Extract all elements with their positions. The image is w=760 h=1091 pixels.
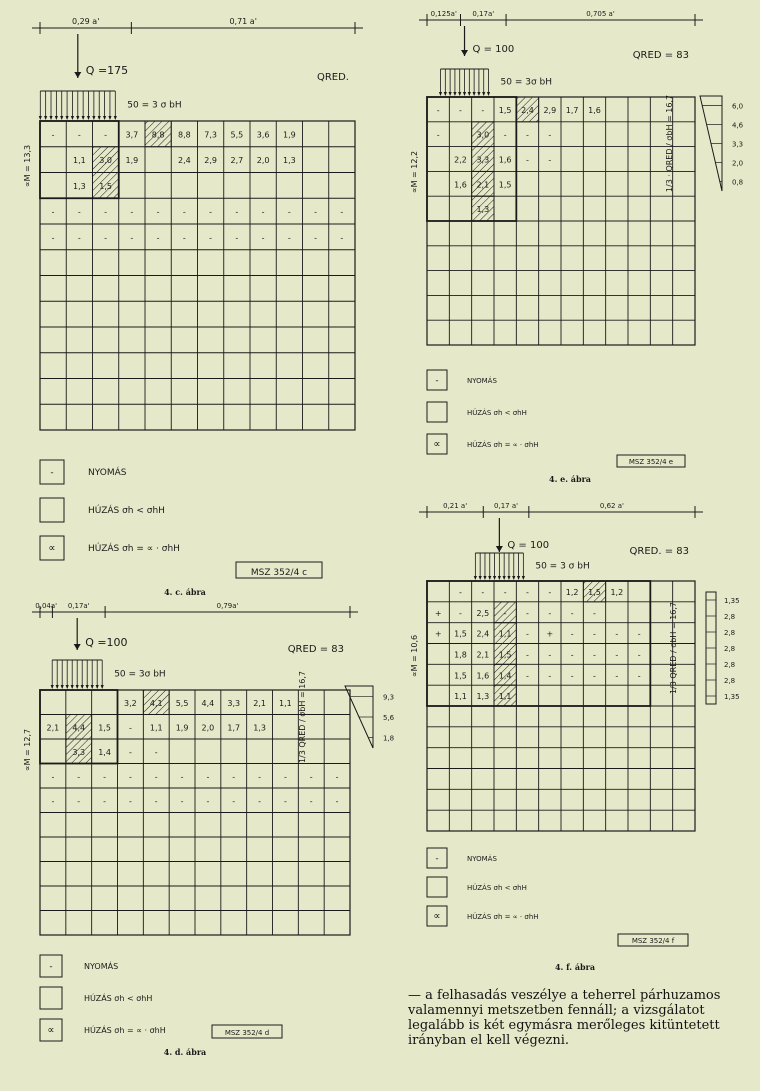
tag-label-e: MSZ 352/4 e [628,458,674,466]
cell-value-d: - [128,747,132,757]
distributed-load-arrowhead-d [56,685,59,689]
cell-value-f: 1,2 [610,587,624,597]
load-label-c: Q =175 [85,64,129,77]
cell-value-d: - [283,796,287,806]
distributed-load-arrowhead-f [503,576,506,580]
cell-value-f: 1,5 [454,629,467,639]
stress-label-d: 50 = 3σ bH [114,669,166,680]
cell-value-d: 1,7 [227,723,241,733]
cell-value-e: 2,4 [521,105,534,115]
stress-label-c: 50 = 3 σ bH [127,100,182,111]
distributed-load-arrowhead-c [39,116,42,120]
distributed-load-arrowhead-c [71,116,74,120]
cell-value-c: 1,5 [99,181,112,191]
distributed-load-arrowhead-f [479,576,482,580]
dimension-label-f: 0,21 a' [443,502,468,510]
distributed-load-arrowhead-c [60,116,63,120]
stress-label-f: 50 = 3 σ bH [535,561,590,572]
cell-value-c: - [51,207,55,217]
tag-label-f: MSZ 352/4 f [631,937,675,945]
cell-value-c: - [130,233,134,243]
cell-value-d: 4,1 [149,698,163,708]
legend-box-e [427,402,447,422]
side-value-d: 1,8 [383,734,395,743]
cell-value-c: 8,8 [178,130,191,140]
legend-label-d: NYOMÁS [84,962,119,971]
side-value-f: 1,35 [724,693,740,701]
cell-value-f: - [503,587,507,597]
legend-label-d: HÚZÁS σh = ∝ · σhH [84,1026,166,1035]
cell-value-c: - [261,207,265,217]
cell-value-c: 2,9 [204,156,217,166]
dimension-label-d: 0,04a' [35,602,58,610]
legend-label-c: HÚZÁS σh = ∝ · σhH [88,544,180,554]
cell-value-d: 1,1 [279,698,292,708]
qred-label-f: QRED. = 83 [629,546,689,557]
cell-value-f: - [526,608,529,618]
cell-value-f: 1,4 [498,671,512,681]
cell-value-f: - [503,608,507,618]
distributed-load-arrowhead-f [512,576,515,580]
caption-c: 4. c. ábra [164,587,206,597]
alpha-label-e: ∝M = 12,2 [410,150,419,194]
cell-value-f: 2,5 [476,608,490,618]
cell-value-d: - [77,772,81,782]
cell-value-c: - [209,207,213,217]
cell-value-c: - [77,207,81,217]
side-value-e: 6,0 [732,102,744,111]
side-label-d: 1/3 QRED / σbH = 16,7 [298,670,307,764]
distributed-load-arrowhead-f [474,576,477,580]
cell-value-c: - [209,233,213,243]
cell-value-f: - [570,629,574,639]
cell-value-f: - [593,629,596,639]
distributed-load-arrowhead-d [86,685,89,689]
cell-value-f: 1,5 [454,671,467,681]
cell-value-f: - [526,671,529,681]
distributed-load-arrowhead-c [92,116,95,120]
cell-value-d: - [309,796,313,806]
cell-value-e: 1,5 [498,105,512,115]
cell-value-c: - [156,233,160,243]
cell-value-c: - [287,207,291,217]
cell-value-c: - [77,130,81,140]
cell-value-f: - [570,650,574,660]
cell-value-d: 3,3 [72,747,86,757]
distributed-load-arrowhead-f [483,576,486,580]
dimension-label-f: 0,17 a' [494,502,519,510]
distributed-load-arrowhead-e [439,92,442,96]
cell-value-e: 2,1 [476,180,490,190]
legend-symbol-c: - [50,468,54,478]
cell-value-e: 2,9 [543,105,557,115]
cell-value-f: 1,1 [454,692,467,702]
cell-value-f: - [637,671,641,681]
cell-value-f: - [526,629,529,639]
side-value-e: 0,8 [732,178,744,187]
cell-value-e: - [481,105,485,115]
cell-value-d: - [128,723,132,733]
alpha-label-d: ∝M = 12,7 [23,728,32,772]
cell-value-c: - [235,207,239,217]
cell-value-f: 1,1 [498,629,512,639]
cell-value-f: 1,8 [454,650,467,660]
cell-value-d: 3,3 [227,698,241,708]
cell-value-c: - [314,233,318,243]
cell-value-f: - [615,671,619,681]
legend-label-e: NYOMÁS [467,377,497,385]
distributed-load-arrowhead-d [66,685,69,689]
cell-value-c: - [77,233,81,243]
side-value-d: 9,3 [383,693,395,702]
distributed-load-arrowhead-c [44,116,47,120]
side-label-f: 1/3 QRED / σbH = 16,7 [669,601,678,695]
dimension-label-e: 0,705 a' [586,10,615,18]
distributed-load-arrowhead-d [91,685,94,689]
cell-value-d: 3,2 [124,698,137,708]
side-label-e: 1/3 · QRED / σbH = 16,7 [665,94,674,193]
cell-value-c: - [104,233,108,243]
legend-symbol-d: - [49,962,53,972]
cell-value-c: - [340,207,344,217]
cell-value-d: 1,1 [149,723,163,733]
distributed-load-arrowhead-e [458,92,461,96]
legend-symbol-f: ∝ [433,911,441,922]
cell-value-d: - [258,772,262,782]
load-label-d: Q =100 [85,636,128,649]
cell-value-c: 7,3 [204,130,217,140]
cell-value-d: - [180,796,184,806]
cell-value-e: 1,3 [476,205,490,215]
distributed-load-arrowhead-c [98,116,101,120]
cell-value-e: - [526,130,529,140]
side-value-d: 5,6 [383,714,395,722]
distributed-load-arrowhead-e [463,92,466,96]
cell-value-f: 2,4 [476,629,490,639]
cell-value-c: - [156,207,160,217]
distributed-load-arrowhead-f [488,576,491,580]
cell-value-c: - [340,233,344,243]
side-value-f: 2,8 [724,629,736,637]
side-value-e: 2,0 [732,159,744,168]
stress-label-e: 50 = 3σ bH [500,77,553,88]
cell-value-d: 4,4 [201,698,215,708]
cell-value-c: 3,6 [256,130,270,140]
cell-value-d: 1,3 [253,723,266,733]
cell-value-e: 1,6 [498,155,512,165]
cell-value-e: - [526,155,529,165]
cell-value-d: - [232,772,236,782]
legend-label-f: NYOMÁS [467,855,497,863]
cell-value-c: 1,1 [73,156,86,166]
cell-value-d: - [206,796,210,806]
cell-value-c: 8,8 [151,130,165,140]
distributed-load-arrowhead-d [81,685,84,689]
distributed-load-arrowhead-d [101,685,104,689]
cell-value-c: 5,5 [230,130,244,140]
legend-label-e: HÚZÁS σh = ∝ · σhH [467,441,539,449]
cell-value-d: 2,0 [201,723,215,733]
cell-value-f: - [615,629,619,639]
cell-value-f: - [637,629,641,639]
cell-value-d: - [335,796,339,806]
cell-value-d: 2,1 [46,723,60,733]
load-label-f: Q = 100 [507,540,550,551]
distributed-load-arrowhead-e [468,92,471,96]
qred-label-c: QRED. [316,72,349,83]
cell-value-f: - [593,650,596,660]
cell-value-f: - [548,587,552,597]
cell-value-f: + [434,608,442,618]
cell-value-d: - [128,772,132,782]
distributed-load-arrowhead-e [449,92,452,96]
cell-value-f: - [548,608,552,618]
cell-value-d: - [154,747,158,757]
cell-value-c: 1,9 [283,130,296,140]
tag-label-c: MSZ 352/4 c [250,568,308,578]
cell-value-f: - [593,671,596,681]
load-arrowhead-d [74,644,81,650]
legend-label-f: HÚZÁS σh < σhH [467,884,527,892]
dimension-label-e: 0,125a' [430,10,457,18]
cell-value-e: 1,7 [565,105,579,115]
legend-label-d: HÚZÁS σh < σhH [84,994,153,1003]
distributed-load-arrowhead-c [87,116,90,120]
cell-value-c: - [104,207,108,217]
caption-e: 4. e. ábra [549,474,591,484]
cell-value-f: - [526,650,529,660]
cell-value-e: - [548,130,552,140]
cell-value-f: + [546,629,554,639]
distributed-load-arrowhead-e [482,92,485,96]
cell-value-d: 4,4 [72,723,86,733]
cell-value-d: - [51,772,55,782]
cell-value-c: 1,3 [283,156,296,166]
cell-value-d: 1,9 [175,723,189,733]
cell-value-f: - [570,671,574,681]
caption-d: 4. d. ábra [163,1047,207,1057]
distributed-load-arrowhead-f [522,576,525,580]
cell-value-d: - [335,772,339,782]
cell-value-c: - [51,130,55,140]
distributed-load-arrowhead-c [49,116,52,120]
cell-value-d: - [309,772,313,782]
cell-value-c: - [287,233,291,243]
cell-value-d: - [206,772,210,782]
cell-value-d: 1,5 [98,723,111,733]
legend-label-c: NYOMÁS [88,468,127,478]
cell-value-f: + [434,629,442,639]
cell-value-c: - [104,130,108,140]
legend-symbol-d: ∝ [47,1025,55,1036]
cell-value-e: 3,0 [476,130,490,140]
cell-value-d: - [258,796,262,806]
qred-label-d: QRED = 83 [287,644,344,655]
dimension-label-c: 0,71 a' [229,17,257,26]
tag-label-d: MSZ 352/4 d [224,1029,270,1037]
cell-value-d: - [103,772,107,782]
distributed-load-arrowhead-d [71,685,74,689]
side-value-e: 3,3 [732,140,744,149]
cell-value-d: - [154,772,158,782]
side-value-f: 2,8 [724,677,736,685]
cell-value-c: 1,9 [125,156,139,166]
cell-value-c: 2,0 [256,156,270,166]
cell-value-c: 3,7 [125,130,139,140]
cell-value-e: - [503,130,507,140]
cell-value-d: 1,4 [98,747,111,757]
cell-value-c: 3,0 [99,156,112,166]
distributed-load-arrowhead-e [453,92,456,96]
cell-value-d: - [154,796,158,806]
cell-value-c: 1,3 [73,181,86,191]
dimension-label-f: 0,62 a' [599,502,624,510]
cell-value-f: - [526,587,529,597]
cell-value-e: - [436,130,440,140]
distributed-load-arrowhead-f [517,576,520,580]
legend-symbol-e: - [435,376,439,386]
distributed-load-arrowhead-d [51,685,54,689]
cell-value-e: - [459,105,462,115]
distributed-load-arrowhead-e [477,92,480,96]
legend-box-d [40,987,62,1009]
legend-symbol-e: ∝ [433,439,441,450]
distributed-load-arrowhead-c [76,116,79,120]
cell-value-d: - [77,796,81,806]
qred-label-e: QRED = 83 [632,50,689,61]
load-arrowhead-e [461,50,468,56]
distributed-load-arrowhead-d [76,685,79,689]
cell-value-c: - [235,233,239,243]
cell-value-f: - [459,587,462,597]
legend-box-c [40,498,64,522]
distributed-load-arrowhead-c [108,116,111,120]
cell-value-f: 1,5 [498,650,512,660]
cell-value-c: - [182,233,186,243]
dimension-label-e: 0,17a' [472,10,495,18]
cell-value-d: 2,1 [253,698,266,708]
cell-value-f: 1,5 [588,587,601,597]
cell-value-e: - [436,105,440,115]
legend-label-c: HÚZÁS σh < σhH [88,506,165,516]
distributed-load-arrowhead-f [498,576,501,580]
legend-box-f [427,877,447,897]
cell-value-d: - [232,796,236,806]
alpha-label-c: ∝M = 13,3 [23,144,32,188]
side-value-e: 4,6 [732,121,744,130]
cell-value-d: - [283,772,287,782]
body-paragraph: — a felhasadás veszélye a teherrel párhuzamos valamennyi metszetben fennáll; a vizsgálatot legalább is két egymásra merőleges kitüntetett irányban el kell végezni. [408,988,721,1048]
cell-value-f: - [637,650,641,660]
cell-value-e: 2,2 [454,155,467,165]
legend-label-e: HÚZÁS σh < σhH [467,409,527,417]
distributed-load-arrowhead-c [55,116,58,120]
dimension-label-d: 0,79a' [216,602,239,610]
cell-value-c: 2,4 [178,156,191,166]
cell-value-f: - [548,650,552,660]
cell-value-f: - [593,608,596,618]
cell-value-c: - [182,207,186,217]
distributed-load-arrowhead-c [65,116,68,120]
cell-value-f: 1,2 [565,587,579,597]
caption-f: 4. f. ábra [554,962,596,972]
distributed-load-arrowhead-e [473,92,476,96]
cell-value-e: 1,6 [588,105,601,115]
cell-value-d: 5,5 [175,698,189,708]
cell-value-f: 1,3 [476,692,490,702]
distributed-load-arrowhead-e [444,92,447,96]
cell-value-d: - [180,772,184,782]
cell-value-e: - [548,155,552,165]
cell-value-f: 2,1 [476,650,490,660]
cell-value-f: 1,6 [476,671,490,681]
load-label-e: Q = 100 [472,44,515,55]
cell-value-d: - [103,796,107,806]
distributed-load-arrowhead-f [493,576,496,580]
side-value-f: 2,8 [724,645,736,653]
alpha-label-f: ∝M = 10,6 [410,634,419,678]
cell-value-e: 3,3 [476,155,490,165]
cell-value-f: - [570,608,574,618]
dimension-label-d: 0,17a' [67,602,90,610]
distributed-load-arrowhead-c [82,116,85,120]
legend-symbol-f: - [435,854,439,864]
cell-value-c: - [261,233,265,243]
cell-value-f: - [481,587,485,597]
cell-value-f: 1,1 [498,692,512,702]
side-value-f: 2,8 [724,613,736,621]
distributed-load-arrowhead-d [61,685,64,689]
distributed-load-arrowhead-c [114,116,117,120]
cell-value-f: - [459,608,462,618]
side-value-f: 2,8 [724,661,736,669]
cell-value-c: - [314,207,318,217]
cell-value-c: 2,7 [230,156,244,166]
dimension-label-c: 0,29 a' [71,17,100,26]
cell-value-f: - [548,671,552,681]
cell-value-e: 1,5 [498,180,512,190]
distributed-load-arrowhead-d [96,685,99,689]
cell-value-d: - [51,796,55,806]
cell-value-f: - [615,650,619,660]
distributed-load-arrowhead-e [487,92,490,96]
legend-label-f: HÚZÁS σh = ∝ · σhH [467,913,539,921]
side-value-f: 1,35 [724,597,740,605]
cell-value-d: - [128,796,132,806]
cell-value-c: - [51,233,55,243]
distributed-load-arrowhead-f [507,576,510,580]
load-arrowhead-c [74,72,81,78]
cell-value-c: - [130,207,134,217]
distributed-load-arrowhead-c [103,116,106,120]
legend-symbol-c: ∝ [48,543,56,554]
load-arrowhead-f [496,546,503,552]
cell-value-e: 1,6 [454,180,467,190]
